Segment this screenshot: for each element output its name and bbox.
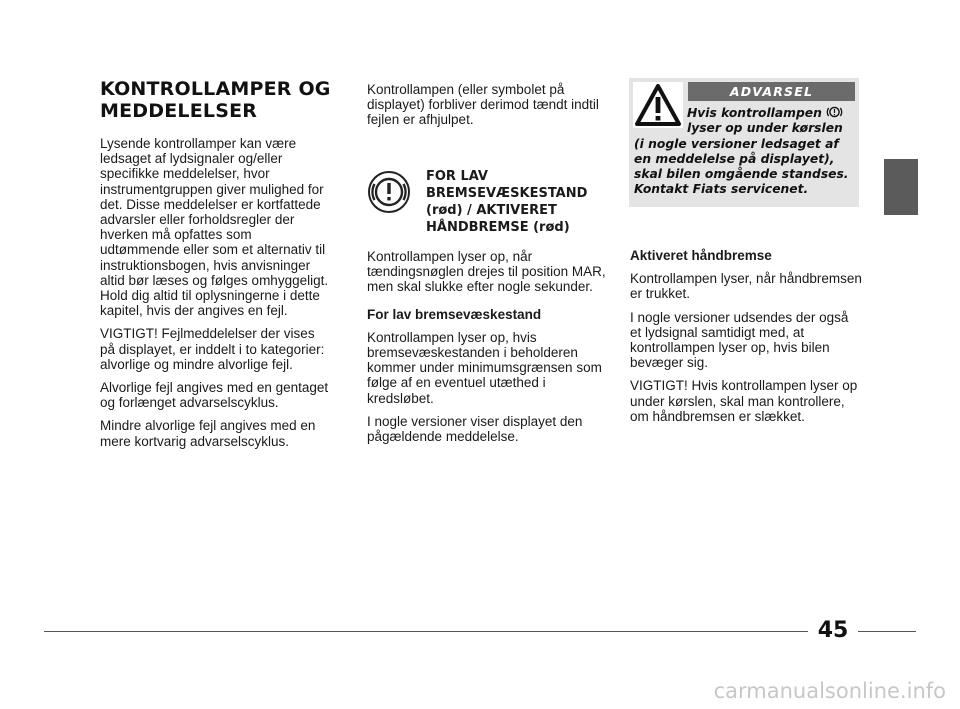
- section-title-line2: MEDDELELSER: [100, 100, 258, 122]
- brake-warning-title: [426, 168, 606, 236]
- watermark: carmanualsonline.info: [713, 679, 946, 703]
- brake-warning-title-line1: FOR LAV: [426, 169, 488, 184]
- warning-label: ADVARSEL: [688, 82, 855, 101]
- page-number: 45: [817, 618, 849, 643]
- column-middle-body: [367, 249, 607, 452]
- footer-rule-left: [44, 631, 808, 632]
- display-message-paragraph: I nogle versioner viser displayet den pågældende meddelelse.: [367, 413, 583, 445]
- column-left: [100, 78, 332, 457]
- intro-paragraph: Lysende kontrollamper kan være ledsaget af lydsignaler og/eller specifikke meddelelser, hvor instrumentgruppen giver mulighed for det. Disse meddelelser er kortfattede advarsler eller forholdsregler der hverken må opfattes som udtømmende eller som et alternativ til instruktionsbogen, hvis anvisninger altid bør læses og følges omhyggeligt. Hold dig altid til oplysningerne i dette kapitel, hvis der angives en fejl.: [100, 136, 329, 319]
- warning-text-line1: Hvis kontrollampen: [687, 106, 822, 120]
- brake-warning-heading: [367, 168, 607, 244]
- warning-box: [629, 78, 859, 207]
- lamp-stays-on-paragraph: Kontrollampen (eller symbolet på displayet) forbliver derimod tændt indtil fejlen er afhjulpet.: [367, 82, 599, 128]
- important-paragraph: VIGTIGT! Fejlmeddelelser der vises på displayet, er inddelt i to kategorier: alvorlige og mindre alvorlige fejl.: [100, 326, 325, 372]
- section-title: [100, 78, 332, 122]
- chapter-tab: [884, 159, 918, 215]
- brake-warning-title-line3: (rød) / AKTIVERET: [426, 203, 557, 218]
- brake-warning-icon: [826, 105, 843, 119]
- column-right: [630, 248, 862, 432]
- low-brake-fluid-subhead: For lav bremsevæskestand: [367, 306, 542, 322]
- footer-rule-right: [858, 631, 916, 632]
- handbrake-check-paragraph: VIGTIGT! Hvis kontrollampen lyser op under kørslen, skal man kontrollere, om håndbremsen er slækket.: [630, 378, 858, 424]
- column-middle: [367, 82, 607, 136]
- brake-warning-icon: [367, 170, 411, 214]
- lamp-on-ignition-paragraph: Kontrollampen lyser op, når tændingsnøglen drejes til position MAR, men skal slukke efter nogle sekunder.: [367, 249, 606, 295]
- section-title-line1: KONTROLLAMPER OG: [100, 78, 331, 100]
- warning-text-body: (i nogle versioner ledsaget af en meddelelse på displayet), skal bilen omgående standses. Kontakt Fiats servicenet.: [634, 136, 849, 197]
- brake-warning-title-line4: HÅNDBREMSE (rød): [426, 220, 570, 235]
- warning-text-line2: lyser op under kørslen: [687, 121, 843, 136]
- handbrake-sound-paragraph: I nogle versioner udsendes der også et lydsignal samtidigt med, at kontrollampen lyser op, hvis bilen bevæger sig.: [630, 309, 849, 371]
- warning-text: [634, 105, 855, 198]
- brake-warning-title-line2: BREMSEVÆSKESTAND: [426, 186, 588, 201]
- handbrake-paragraph: Kontrollampen lyser, når håndbremsen er trukket.: [630, 271, 862, 302]
- handbrake-subhead: Aktiveret håndbremse: [630, 248, 772, 263]
- serious-fault-paragraph: Alvorlige fejl angives med en gentaget og forlænget advarselscyklus.: [100, 380, 329, 411]
- minor-fault-paragraph: Mindre alvorlige fejl angives med en mere kortvarig advarselscyklus.: [100, 418, 316, 449]
- low-brake-fluid-paragraph: Kontrollampen lyser op, hvis bremsevæskestanden i beholderen kommer under minimumsgrænsen som følge af en eventuel utæthed i kredsløbet.: [367, 329, 602, 406]
